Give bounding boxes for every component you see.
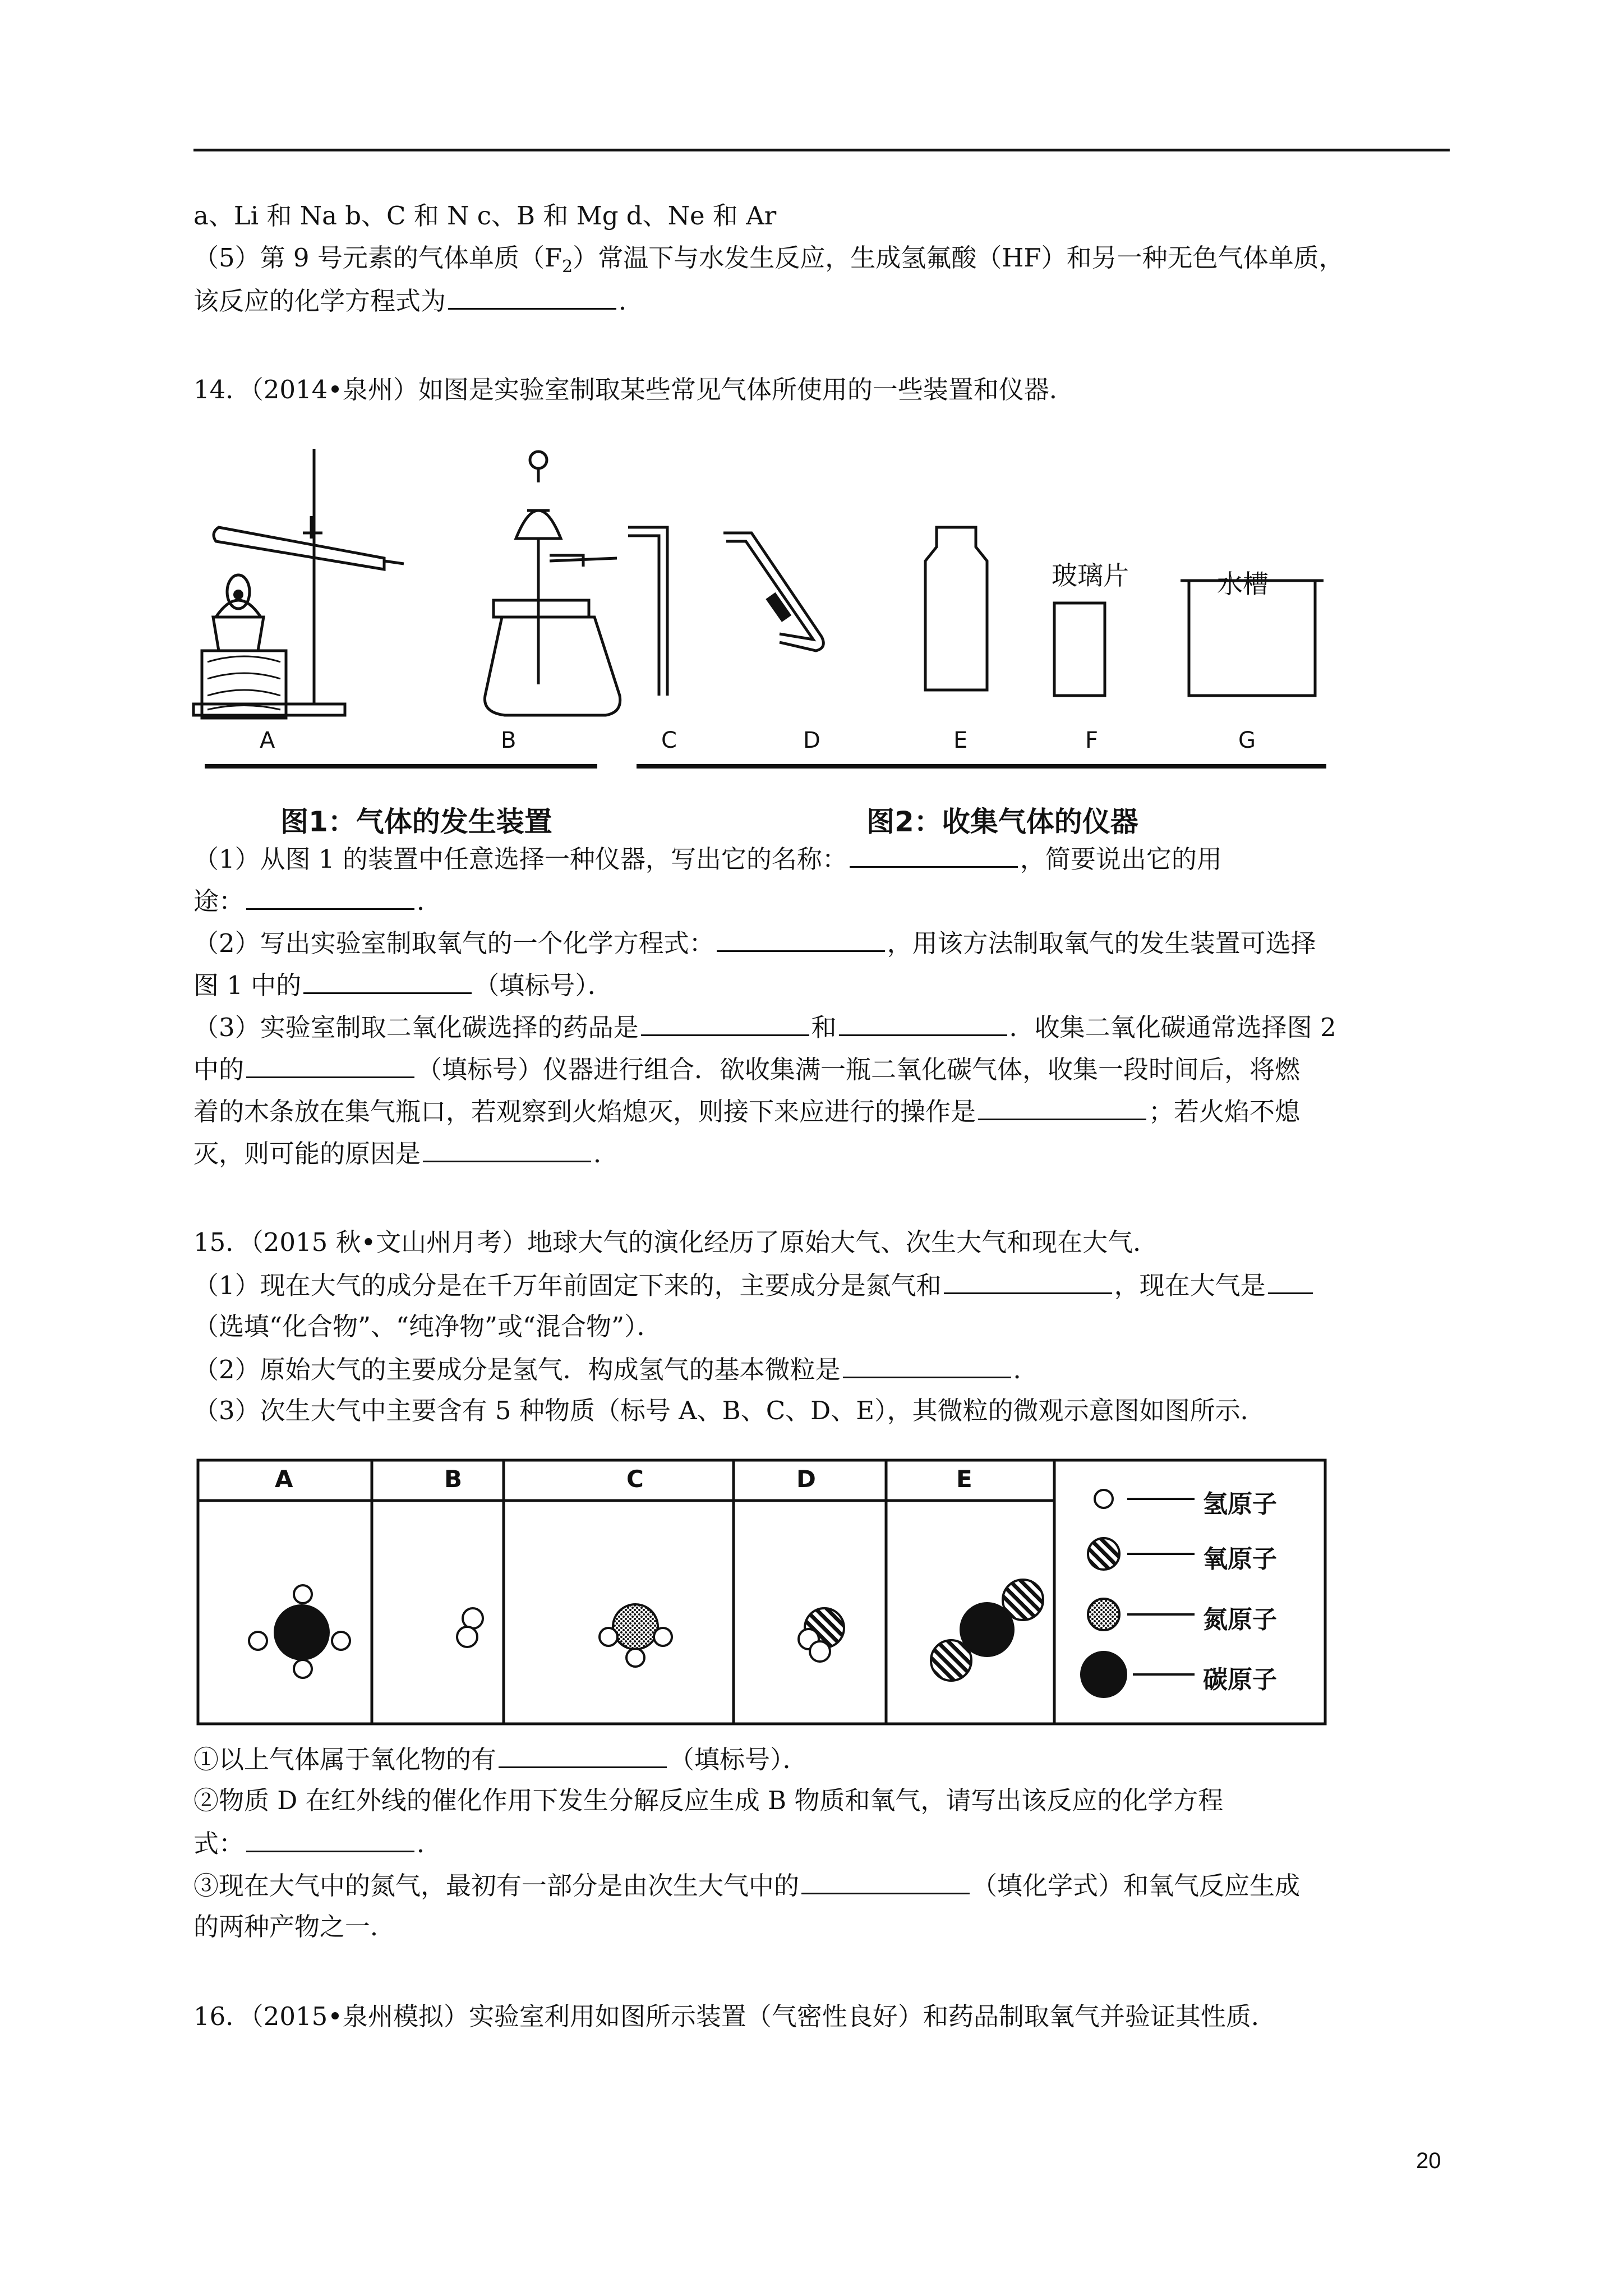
q14-part2: （2）写出实验室制取氧气的一个化学方程式： ，用该方法制取氧气的发生装置可选择 — [193, 926, 1316, 960]
q15-sub2: ②物质 D 在红外线的催化作用下发生分解反应生成 B 物质和氧气，请写出该反应的化学方程 — [193, 1786, 1224, 1815]
label-F: F — [1085, 728, 1099, 753]
q14-part1: （1）从图 1 的装置中任意选择一种仪器，写出它的名称： ，简要说出它的用 — [193, 841, 1222, 876]
figure1-caption: 图1：气体的发生装置 — [280, 806, 552, 838]
figure-molecule-table — [196, 1458, 1329, 1728]
glass-plate-label: 玻璃片 — [1052, 560, 1129, 591]
label-G: G — [1238, 728, 1256, 753]
answer-blank[interactable] — [801, 1868, 970, 1894]
figure2-caption: 图2：收集气体的仪器 — [866, 806, 1138, 838]
q15-part3: （3）次生大气中主要含有 5 种物质（标号 A、B、C、D、E），其微粒的微观示意图如图所示． — [193, 1396, 1266, 1425]
q15-part1-line2: （选填“化合物”、“纯净物”或“混合物”）． — [193, 1312, 662, 1341]
trough-label: 水槽 — [1217, 569, 1269, 599]
table-header-D: D — [796, 1465, 816, 1493]
answer-blank[interactable] — [850, 841, 1018, 868]
answer-blank[interactable] — [423, 1136, 591, 1162]
q14-part3-line2: 中的 （填标号）仪器进行组合．欲收集满一瓶二氧化碳气体，收集一段时间后，将燃 — [193, 1052, 1300, 1087]
table-header-B: B — [444, 1465, 463, 1493]
q13-part5-line2: 该反应的化学方程式为 ． — [193, 283, 644, 318]
table-header-C: C — [626, 1465, 644, 1493]
q15-sub3-line2: 的两种产物之一． — [193, 1912, 396, 1941]
answer-blank[interactable] — [944, 1268, 1112, 1294]
q13-options: a、Li 和 Na b、C 和 N c、B 和 Mg d、Ne 和 Ar — [193, 201, 777, 231]
answer-blank[interactable] — [717, 926, 885, 952]
q16-title: 16．（2015•泉州模拟）实验室利用如图所示装置（气密性良好）和药品制取氧气并验证其性质． — [193, 2001, 1276, 2031]
answer-blank[interactable] — [246, 1826, 414, 1852]
answer-blank[interactable] — [839, 1010, 1007, 1036]
q15-title: 15．（2015 秋•文山州月考）地球大气的演化经历了原始大气、次生大气和现在大气． — [193, 1227, 1159, 1257]
answer-blank[interactable] — [246, 884, 414, 910]
q13-part5: （5）第 9 号元素的气体单质$(F_2)$常温下与水发生反应，生成氢氟酸（HF）和另一种无色气体单质， — [193, 243, 1344, 277]
legend-nitrogen: 氮原子 — [1203, 1605, 1277, 1634]
q14-part3-line4: 灭，则可能的原因是 ． — [193, 1136, 619, 1171]
answer-blank[interactable] — [499, 1742, 667, 1768]
header-rule — [193, 149, 1450, 151]
molecule-table-drawing — [196, 1458, 1329, 1728]
q15-part2: （2）原始大气的主要成分是氢气．构成氢气的基本微粒是 ． — [193, 1352, 1039, 1387]
answer-blank[interactable] — [303, 968, 472, 994]
page-number: 20 — [1416, 2148, 1441, 2173]
answer-blank[interactable] — [448, 283, 616, 310]
figure-gas-apparatus — [191, 449, 1380, 853]
answer-blank[interactable] — [246, 1052, 414, 1078]
label-E: E — [953, 728, 968, 753]
table-header-E: E — [956, 1465, 972, 1493]
answer-blank[interactable] — [1268, 1268, 1313, 1294]
q14-part3: （3）实验室制取二氧化碳选择的药品是 和 ．收集二氧化碳通常选择图 2 — [193, 1010, 1336, 1045]
q15-sub1: ①以上气体属于氧化物的有 （填标号）． — [193, 1742, 808, 1777]
table-header-A: A — [275, 1465, 293, 1493]
answer-blank[interactable] — [843, 1352, 1011, 1378]
q14-part2-line2: 图 1 中的 （填标号）． — [193, 968, 613, 1002]
legend-carbon: 碳原子 — [1203, 1665, 1277, 1694]
legend-oxygen: 氧原子 — [1203, 1545, 1277, 1573]
q15-part1: （1）现在大气的成分是在千万年前固定下来的，主要成分是氮气和 ，现在大气是 — [193, 1268, 1315, 1303]
answer-blank[interactable] — [641, 1010, 809, 1036]
label-C: C — [661, 728, 677, 753]
apparatus-drawing — [191, 449, 1380, 853]
q14-part3-line3: 着的木条放在集气瓶口，若观察到火焰熄灭，则接下来应进行的操作是 ；若火焰不熄 — [193, 1094, 1300, 1129]
q15-sub3: ③现在大气中的氮气，最初有一部分是由次生大气中的 （填化学式）和氧气反应生成 — [193, 1868, 1300, 1903]
q15-sub2-line2: 式： ． — [193, 1826, 442, 1861]
label-A: A — [260, 728, 275, 753]
label-D: D — [803, 728, 820, 753]
label-B: B — [501, 728, 517, 753]
q14-part1-line2: 途： ． — [193, 884, 442, 918]
q14-title: 14．（2014•泉州）如图是实验室制取某些常见气体所使用的一些装置和仪器． — [193, 375, 1075, 404]
legend-hydrogen: 氢原子 — [1203, 1490, 1277, 1519]
answer-blank[interactable] — [978, 1094, 1146, 1120]
